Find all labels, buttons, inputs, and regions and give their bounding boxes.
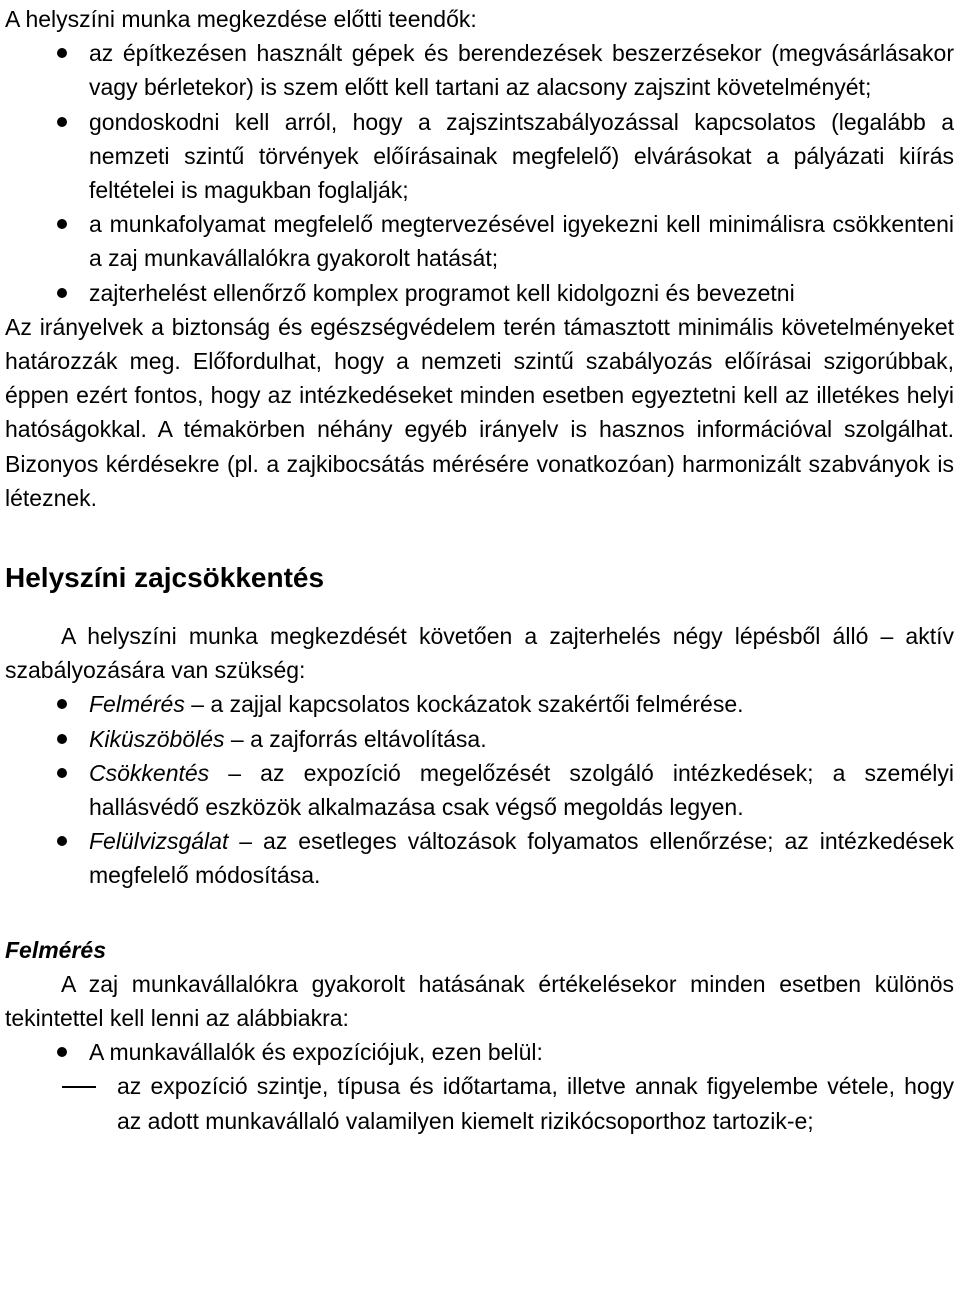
list-item: az építkezésen használt gépek és berendezések beszerzésekor (megvásárlásakor vagy bérletekor) is szem előtt kell tartani az alacsony zajszint követelményét; <box>5 36 954 104</box>
step-term: Csökkentés <box>89 759 210 786</box>
step-term: Felülvizsgálat <box>89 828 229 855</box>
dash-item: az expozíció szintje, típusa és időtartama, illetve annak figyelembe vétele, hogy az adott munkavállaló valamilyen kiemelt rizikócsoporthoz tartozik-e; <box>5 1069 954 1137</box>
list-item: a munkafolyamat megfelelő megtervezésével igyekezni kell minimálisra csökkenteni a zaj munkavállalókra gyakorolt hatását; <box>5 207 954 275</box>
step-item <box>5 824 954 892</box>
step-text: – a zajjal kapcsolatos kockázatok szakértői felmérése. <box>184 691 744 718</box>
body-paragraph: Az irányelvek a biztonság és egészségvédelem terén támasztott minimális követelményeket határozzák meg. Előfordulhat, hogy a nemzeti szintű szabályozás előírásai szigorúbbak, éppen ezért fontos, hogy az intézkedéseket minden esetben egyeztetni kell az illetékes helyi hatóságokkal. A témakörben néhány egyéb irányelv is hasznos információval szolgálhat. Bizonyos kérdésekre (pl. a zajkibocsátás mérésére vonatkozóan) harmonizált szabványok is léteznek. <box>5 313 954 511</box>
step-item <box>5 687 954 721</box>
step-text: – az expozíció megelőzését szolgáló intézkedések; a személyi hallásvédő eszközök alkalmazása csak végső megoldás legyen. <box>89 759 954 821</box>
step-term: Kiküszöbölés <box>89 725 225 752</box>
step-item <box>5 756 954 824</box>
dash-list <box>5 1069 954 1137</box>
step-text: – a zajforrás eltávolítása. <box>224 725 487 752</box>
subsection-bullet-list <box>5 1035 954 1069</box>
section-heading: Helyszíni zajcsökkentés <box>5 562 325 594</box>
list-item: zajterhelést ellenőrző komplex programot kell kidolgozni és bevezetni <box>5 276 954 310</box>
intro-bullet-list <box>5 36 954 310</box>
list-item: gondoskodni kell arról, hogy a zajszintszabályozással kapcsolatos (legalább a nemzeti szintű törvények előírásainak megfelelő) elvárásokat a pályázati kiírás feltételei is magukban foglalják; <box>5 105 954 208</box>
document-page <box>5 2 954 1138</box>
step-term: Felmérés <box>89 691 185 718</box>
step-text: – az esetleges változások folyamatos ellenőrzése; az intézkedések megfelelő módosítása. <box>89 828 954 889</box>
subsection-heading: Felmérés <box>5 936 107 963</box>
section-intro: A helyszíni munka megkezdését követően a zajterhelés négy lépésből álló – aktív szabályozására van szükség: <box>5 623 954 684</box>
intro-heading: A helyszíni munka megkezdése előtti teendők: <box>5 6 477 32</box>
steps-list <box>5 687 954 892</box>
list-item: A munkavállalók és expozíciójuk, ezen belül: <box>5 1035 954 1069</box>
step-item <box>5 722 954 756</box>
subsection-intro: A zaj munkavállalókra gyakorolt hatásának értékelésekor minden esetben különös tekintettel kell lenni az alábbiakra: <box>5 970 954 1032</box>
